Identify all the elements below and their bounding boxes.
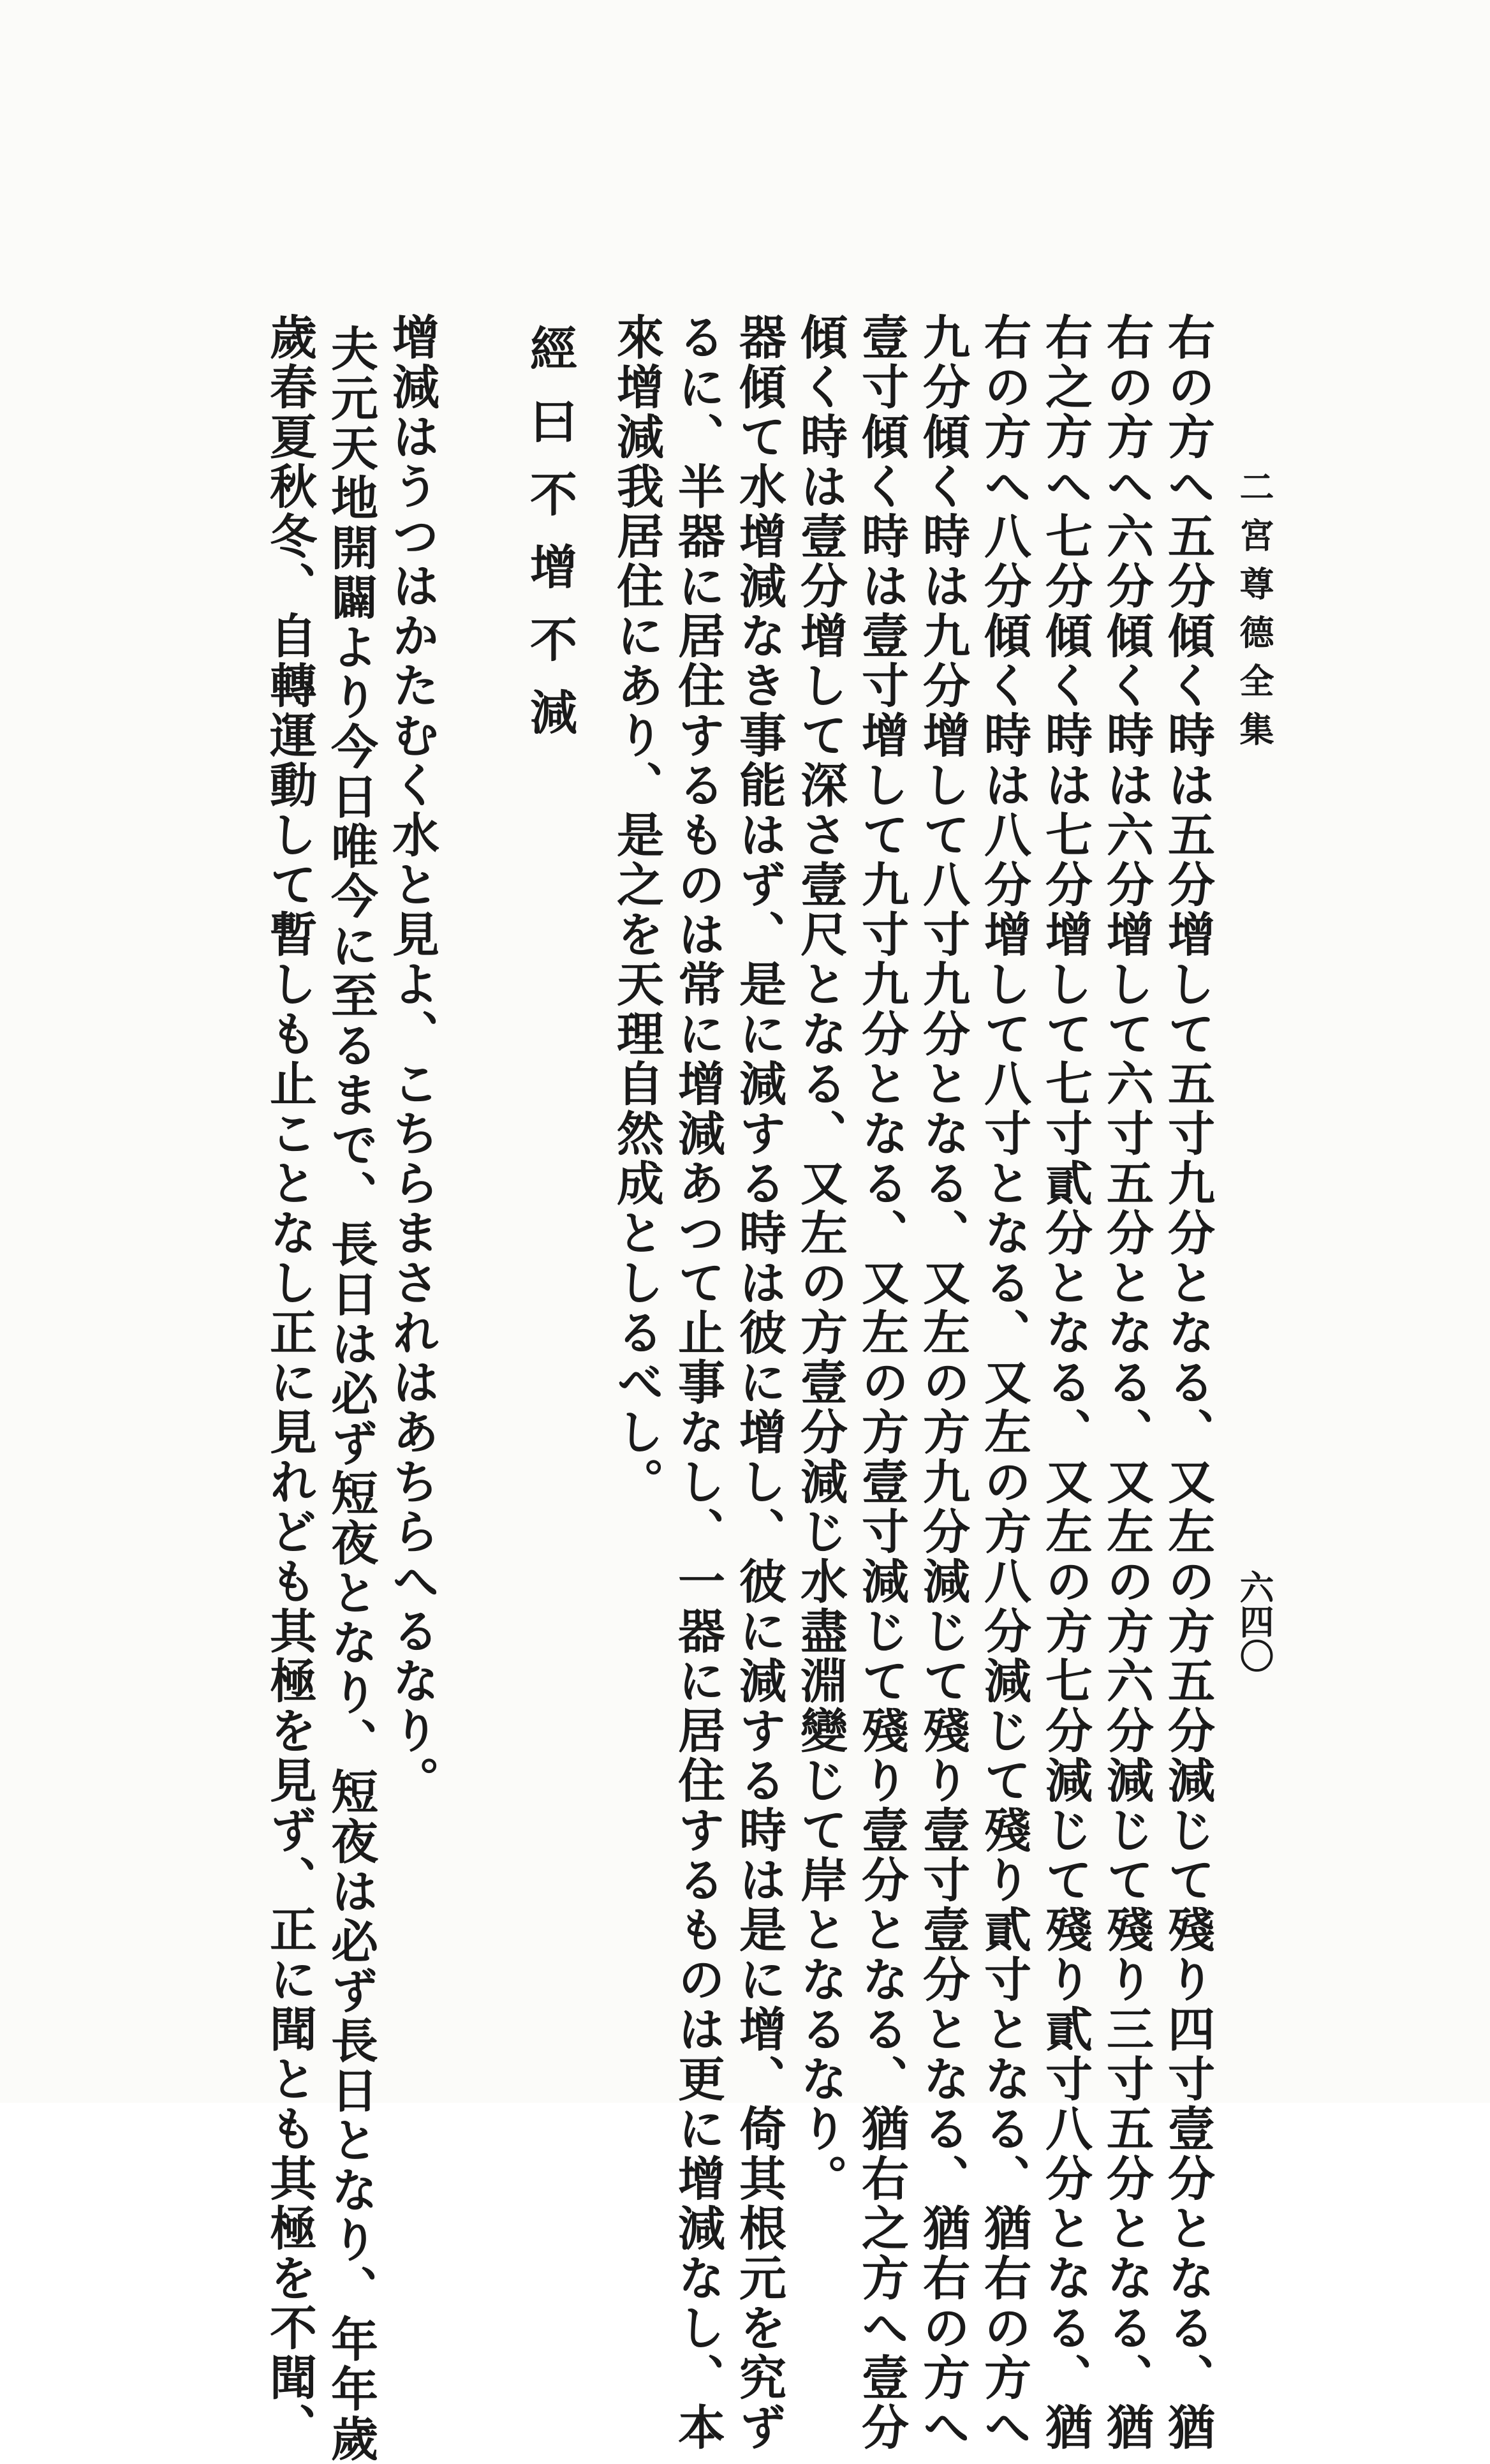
text-column: 九分傾く時は九分增して八寸九分となる、又左の方九分減じて殘り壹寸壹分となる、猶右の方へ [915, 313, 970, 2453]
text-column: 右之方へ七分傾く時は七分增して七寸貳分となる、又左の方七分減じて殘り貳寸八分となる、猶 [1038, 313, 1093, 2453]
poem-line: 增減はうつはかたむく水と見よ、こちらまされはあちらへるなり。 [385, 313, 439, 1806]
text-column: 器傾て水增減なき事能はず、是に減する時は彼に增し、彼に減する時は是に增、倚其根元を究ず [732, 313, 786, 2453]
text-column: 右の方へ八分傾く時は八分增して八寸となる、又左の方八分減じて殘り貳寸となる、猶右の方へ [977, 313, 1031, 2453]
text-column: 壹寸傾く時は壹寸增して九寸九分となる、又左の方壹寸減じて殘り壹分となる、猶右之方へ壹分 [854, 313, 909, 2453]
body-text [147, 313, 1218, 2464]
text-column: 右の方へ六分傾く時は六分增して六寸五分となる、又左の方六分減じて殘り三寸五分となる、猶 [1099, 313, 1154, 2453]
text-column: 傾く時は壹分增して深さ壹尺となる、又左の方壹分減じ水盡淵變じて岸となるなり。 [793, 313, 848, 2204]
text-column: 來增減我居住にあり、是之を天理自然成としるべし。 [609, 313, 664, 1507]
text-column: 歲春夏秋冬、自轉運動して暫しも止ことなし正に見れども其極を見ず、正に聞とも其極を不聞、 [262, 313, 317, 2453]
page-number: 六四〇 [1234, 1570, 1275, 1673]
running-title: 二宮尊德全集 [1234, 469, 1275, 760]
text-column: るに、半器に居住するものは常に增減あつて止事なし、一器に居住するものは更に增減なし、本 [670, 313, 725, 2453]
text-column: 右の方へ五分傾く時は五分增して五寸九分となる、又左の方五分減じて殘り四寸壹分となる、猶 [1160, 313, 1215, 2453]
sutra-heading: 經曰不增不減 [522, 324, 577, 761]
text-column: 夫元天地開闢より今日唯今に至るまで、長日は必ず短夜となり、短夜は必ず長日となり、年年歲 [323, 324, 378, 2464]
